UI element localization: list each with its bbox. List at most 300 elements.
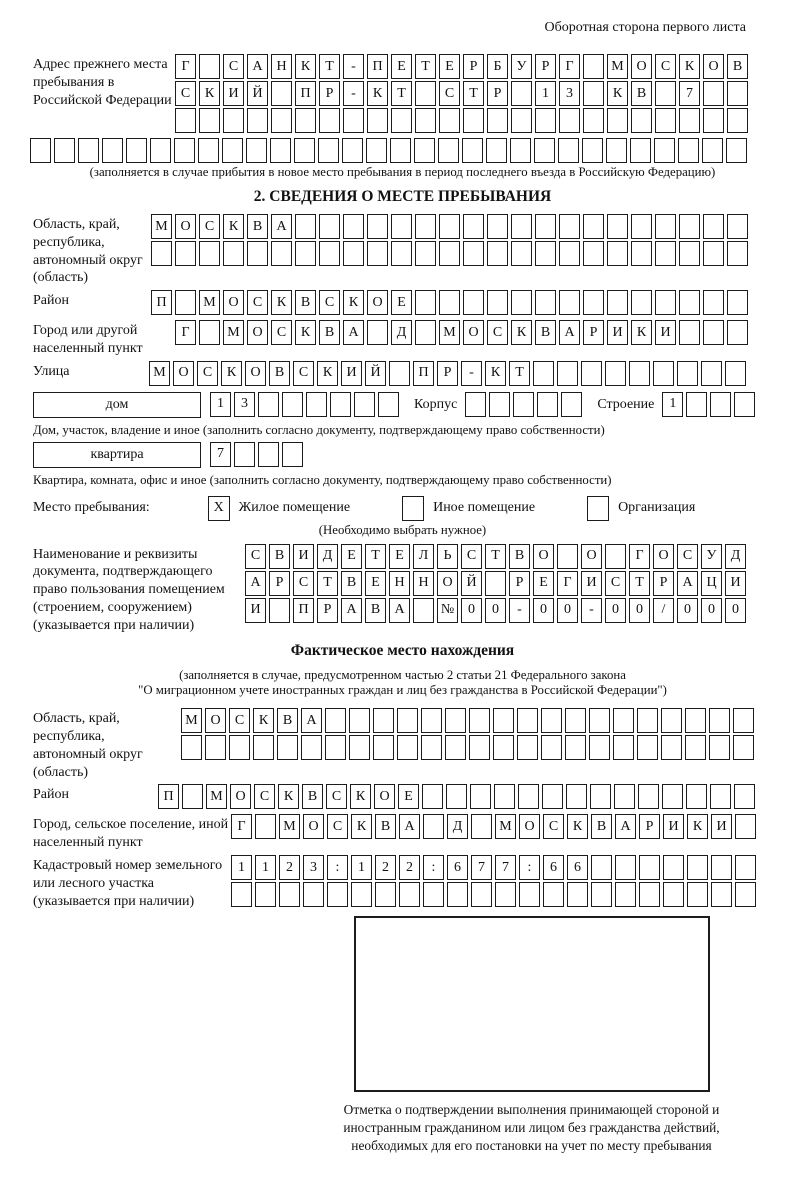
doc-block xyxy=(33,544,772,635)
oblast2-row-1 xyxy=(151,214,751,239)
char-cell: А xyxy=(677,571,698,596)
char-cell: В xyxy=(341,571,362,596)
char-cell xyxy=(318,138,339,163)
char-cell xyxy=(631,214,652,239)
char-cell xyxy=(638,784,659,809)
char-cell: В xyxy=(591,814,612,839)
char-cell xyxy=(615,855,636,880)
char-cell xyxy=(590,784,611,809)
char-cell: С xyxy=(175,81,196,106)
gorod2-label: Город или другой населенный пункт xyxy=(33,323,143,356)
char-cell: В xyxy=(375,814,396,839)
char-cell xyxy=(493,708,514,733)
kvartira-box: квартира xyxy=(33,442,201,468)
char-cell xyxy=(487,290,508,315)
char-cell xyxy=(511,108,532,133)
char-cell: О xyxy=(374,784,395,809)
char-cell xyxy=(470,784,491,809)
char-cell: И xyxy=(725,571,746,596)
char-cell xyxy=(415,108,436,133)
raion3-block xyxy=(33,784,772,811)
checkbox-inoe xyxy=(402,496,424,521)
char-cell xyxy=(679,320,700,345)
ulitsa-row xyxy=(149,361,749,386)
char-cell: 6 xyxy=(543,855,564,880)
char-cell xyxy=(559,214,580,239)
char-cell: С xyxy=(327,814,348,839)
char-cell: Й xyxy=(247,81,268,106)
char-cell xyxy=(181,735,202,760)
char-cell: С xyxy=(229,708,250,733)
char-cell: С xyxy=(247,290,268,315)
char-cell: В xyxy=(269,544,290,569)
char-cell xyxy=(487,108,508,133)
char-cell: О xyxy=(247,320,268,345)
char-cell xyxy=(703,108,724,133)
char-cell xyxy=(535,108,556,133)
char-cell xyxy=(535,214,556,239)
char-cell xyxy=(422,784,443,809)
oblast3-grid xyxy=(181,708,757,762)
char-cell xyxy=(517,735,538,760)
char-cell: Т xyxy=(509,361,530,386)
mesto-label: Место пребывания: xyxy=(33,500,150,516)
char-cell xyxy=(366,138,387,163)
char-cell: Е xyxy=(391,290,412,315)
char-cell xyxy=(653,361,674,386)
oblast3-label: Область, край, республика, автономный округ (область) xyxy=(33,711,143,780)
char-cell xyxy=(686,784,707,809)
char-cell: 7 xyxy=(471,855,492,880)
char-cell xyxy=(679,108,700,133)
char-cell xyxy=(605,544,626,569)
char-cell: Д xyxy=(317,544,338,569)
char-cell xyxy=(319,241,340,266)
char-cell xyxy=(373,735,394,760)
char-cell: А xyxy=(389,598,410,623)
char-cell: - xyxy=(581,598,602,623)
char-cell xyxy=(439,214,460,239)
oblast3-row-1 xyxy=(181,708,757,733)
char-cell: К xyxy=(567,814,588,839)
char-cell: Т xyxy=(415,54,436,79)
char-cell: В xyxy=(247,214,268,239)
char-cell xyxy=(463,290,484,315)
char-cell xyxy=(655,214,676,239)
char-cell xyxy=(102,138,123,163)
char-cell xyxy=(727,81,748,106)
char-cell xyxy=(255,882,276,907)
char-cell: 0 xyxy=(461,598,482,623)
char-cell: С xyxy=(326,784,347,809)
char-cell: 0 xyxy=(701,598,722,623)
mesto-row xyxy=(33,496,772,521)
char-cell: Е xyxy=(398,784,419,809)
char-cell xyxy=(199,241,220,266)
char-cell xyxy=(397,735,418,760)
gorod3-row xyxy=(231,814,759,839)
char-cell xyxy=(438,138,459,163)
char-cell: Р xyxy=(509,571,530,596)
char-cell xyxy=(567,882,588,907)
char-cell: Г xyxy=(559,54,580,79)
char-cell: Е xyxy=(533,571,554,596)
char-cell xyxy=(445,708,466,733)
char-cell: 0 xyxy=(725,598,746,623)
char-cell xyxy=(229,735,250,760)
dom-cells xyxy=(210,392,402,417)
char-cell: П xyxy=(151,290,172,315)
char-cell: Е xyxy=(389,544,410,569)
char-cell: Г xyxy=(629,544,650,569)
checkbox-organizatsiya xyxy=(587,496,609,521)
char-cell xyxy=(655,108,676,133)
char-cell: К xyxy=(295,320,316,345)
char-cell: Г xyxy=(175,54,196,79)
oblast2-row-2 xyxy=(151,241,751,266)
char-cell xyxy=(30,138,51,163)
char-cell: К xyxy=(343,290,364,315)
char-cell: А xyxy=(399,814,420,839)
char-cell xyxy=(367,214,388,239)
char-cell xyxy=(126,138,147,163)
char-cell: 7 xyxy=(679,81,700,106)
char-cell xyxy=(271,241,292,266)
char-cell: О xyxy=(303,814,324,839)
char-cell xyxy=(605,361,626,386)
char-cell xyxy=(631,241,652,266)
char-cell: Г xyxy=(175,320,196,345)
prev-address-row-4 xyxy=(30,138,772,163)
char-cell xyxy=(613,708,634,733)
char-cell: Р xyxy=(463,54,484,79)
char-cell xyxy=(543,882,564,907)
char-cell xyxy=(703,241,724,266)
char-cell xyxy=(583,290,604,315)
char-cell xyxy=(591,882,612,907)
char-cell xyxy=(655,81,676,106)
char-cell: А xyxy=(341,598,362,623)
char-cell: И xyxy=(711,814,732,839)
char-cell: П xyxy=(158,784,179,809)
char-cell xyxy=(447,882,468,907)
char-cell: Б xyxy=(487,54,508,79)
char-cell xyxy=(607,241,628,266)
char-cell xyxy=(727,290,748,315)
char-cell xyxy=(711,882,732,907)
char-cell: Т xyxy=(485,544,506,569)
char-cell: О xyxy=(533,544,554,569)
char-cell xyxy=(734,392,755,417)
char-cell xyxy=(727,320,748,345)
char-cell xyxy=(367,320,388,345)
char-cell: С xyxy=(271,320,292,345)
char-cell: О xyxy=(245,361,266,386)
char-cell: 0 xyxy=(557,598,578,623)
char-cell: М xyxy=(151,214,172,239)
char-cell xyxy=(414,138,435,163)
char-cell: А xyxy=(559,320,580,345)
char-cell xyxy=(637,708,658,733)
char-cell: 6 xyxy=(447,855,468,880)
ulitsa-label: Улица xyxy=(33,363,70,379)
char-cell: О xyxy=(463,320,484,345)
char-cell xyxy=(306,392,327,417)
char-cell xyxy=(391,214,412,239)
char-cell xyxy=(54,138,75,163)
char-cell: 3 xyxy=(559,81,580,106)
char-cell: М xyxy=(223,320,244,345)
char-cell xyxy=(231,882,252,907)
char-cell xyxy=(710,784,731,809)
char-cell xyxy=(702,138,723,163)
char-cell: О xyxy=(175,214,196,239)
char-cell: 7 xyxy=(210,442,231,467)
char-cell: 1 xyxy=(351,855,372,880)
char-cell: 1 xyxy=(535,81,556,106)
char-cell xyxy=(557,544,578,569)
char-cell xyxy=(413,598,434,623)
char-cell xyxy=(663,855,684,880)
char-cell: О xyxy=(437,571,458,596)
prev-address-label: Адрес прежнего места пребывания в Российской Федерации xyxy=(33,57,172,108)
char-cell: К xyxy=(271,290,292,315)
char-cell xyxy=(175,241,196,266)
dom-note: Дом, участок, владение и иное (заполнить согласно документу, подтверждающему право собственности) xyxy=(33,422,605,437)
char-cell xyxy=(301,735,322,760)
char-cell: 3 xyxy=(234,392,255,417)
char-cell xyxy=(253,735,274,760)
doc-row-3 xyxy=(245,598,749,623)
char-cell xyxy=(541,735,562,760)
char-cell xyxy=(537,392,558,417)
char-cell xyxy=(463,241,484,266)
char-cell: Н xyxy=(413,571,434,596)
char-cell: А xyxy=(343,320,364,345)
prev-address-row-1 xyxy=(175,54,751,79)
char-cell xyxy=(607,290,628,315)
dom-box: дом xyxy=(33,392,201,418)
char-cell xyxy=(325,735,346,760)
char-cell: Й xyxy=(461,571,482,596)
char-cell xyxy=(415,290,436,315)
prev-address-row-2 xyxy=(175,81,751,106)
char-cell: Р xyxy=(535,54,556,79)
char-cell: И xyxy=(245,598,266,623)
char-cell: 2 xyxy=(279,855,300,880)
kadastr-row-1 xyxy=(231,855,759,880)
char-cell xyxy=(247,241,268,266)
char-cell xyxy=(247,108,268,133)
char-cell: О xyxy=(653,544,674,569)
char-cell: К xyxy=(607,81,628,106)
char-cell: М xyxy=(495,814,516,839)
char-cell xyxy=(559,290,580,315)
char-cell xyxy=(679,241,700,266)
char-cell xyxy=(661,708,682,733)
char-cell xyxy=(486,138,507,163)
char-cell xyxy=(518,784,539,809)
char-cell: В xyxy=(295,290,316,315)
char-cell xyxy=(295,214,316,239)
char-cell: К xyxy=(485,361,506,386)
char-cell xyxy=(511,81,532,106)
oblast3-row-2 xyxy=(181,735,757,760)
char-cell: 6 xyxy=(567,855,588,880)
char-cell: Е xyxy=(391,54,412,79)
option-organizatsiya-label: Организация xyxy=(618,500,696,516)
option-zhiloe-label: Жилое помещение xyxy=(238,500,351,516)
char-cell xyxy=(375,882,396,907)
char-cell xyxy=(687,882,708,907)
char-cell: Т xyxy=(319,54,340,79)
char-cell: С xyxy=(655,54,676,79)
char-cell: Т xyxy=(317,571,338,596)
stamp-caption: Отметка о подтверждении выполнения принимающей стороной и иностранным гражданином или лицом без гражданства действий, необходимых для его постановки на учет по месту пребывания xyxy=(343,1102,720,1153)
char-cell xyxy=(282,442,303,467)
char-cell xyxy=(513,392,534,417)
char-cell xyxy=(685,708,706,733)
char-cell xyxy=(607,108,628,133)
char-cell xyxy=(517,708,538,733)
char-cell xyxy=(703,290,724,315)
char-cell xyxy=(325,708,346,733)
char-cell: М xyxy=(181,708,202,733)
char-cell xyxy=(205,735,226,760)
char-cell xyxy=(469,735,490,760)
char-cell: Н xyxy=(389,571,410,596)
char-cell xyxy=(589,708,610,733)
char-cell: 2 xyxy=(399,855,420,880)
char-cell: П xyxy=(293,598,314,623)
prev-address-note: (заполняется в случае прибытия в новое место пребывания в период последнего въезда в Российскую Федерацию) xyxy=(89,165,716,179)
char-cell: - xyxy=(509,598,530,623)
char-cell xyxy=(465,392,486,417)
char-cell: А xyxy=(247,54,268,79)
char-cell xyxy=(677,361,698,386)
char-cell: Р xyxy=(437,361,458,386)
char-cell xyxy=(330,392,351,417)
gorod3-label: Город, сельское поселение, иной населенный пункт xyxy=(33,817,229,851)
char-cell xyxy=(469,708,490,733)
char-cell: К xyxy=(679,54,700,79)
char-cell xyxy=(445,735,466,760)
doc-label: Наименование и реквизиты документа, подтверждающего право пользования помещением (строением, сооружением) (указывается при наличии) xyxy=(33,546,225,633)
char-cell: А xyxy=(615,814,636,839)
char-cell: К xyxy=(295,54,316,79)
char-cell: А xyxy=(245,571,266,596)
korpus-label: Корпус xyxy=(414,397,458,413)
char-cell xyxy=(629,361,650,386)
char-cell xyxy=(589,735,610,760)
char-cell xyxy=(685,735,706,760)
char-cell: П xyxy=(413,361,434,386)
char-cell: И xyxy=(223,81,244,106)
char-cell xyxy=(581,361,602,386)
gorod2-block xyxy=(33,320,772,358)
char-cell xyxy=(223,108,244,133)
char-cell xyxy=(487,241,508,266)
char-cell: С xyxy=(254,784,275,809)
char-cell: И xyxy=(293,544,314,569)
raion3-row xyxy=(158,784,758,809)
kvartira-note: Квартира, комната, офис и иное (заполнить согласно документу, подтверждающему право собственности) xyxy=(33,472,612,487)
char-cell xyxy=(327,882,348,907)
char-cell xyxy=(735,882,756,907)
kvartira-row xyxy=(33,442,772,469)
char-cell: К xyxy=(687,814,708,839)
char-cell xyxy=(199,54,220,79)
char-cell xyxy=(423,882,444,907)
oblast3-block xyxy=(33,708,772,781)
char-cell xyxy=(733,735,754,760)
char-cell: Р xyxy=(653,571,674,596)
char-cell xyxy=(246,138,267,163)
char-cell: К xyxy=(199,81,220,106)
char-cell xyxy=(591,855,612,880)
char-cell xyxy=(710,392,731,417)
char-cell xyxy=(661,735,682,760)
char-cell xyxy=(294,138,315,163)
char-cell: Т xyxy=(365,544,386,569)
char-cell xyxy=(295,241,316,266)
char-cell xyxy=(613,735,634,760)
kadastr-block xyxy=(33,855,772,910)
char-cell xyxy=(282,392,303,417)
char-cell: С xyxy=(293,361,314,386)
char-cell xyxy=(582,138,603,163)
mesto-note: (Необходимо выбрать нужное) xyxy=(318,522,487,537)
char-cell xyxy=(199,108,220,133)
char-cell: 0 xyxy=(629,598,650,623)
char-cell: К xyxy=(253,708,274,733)
char-cell: И xyxy=(663,814,684,839)
char-cell: Г xyxy=(557,571,578,596)
oblast2-label: Область, край, республика, автономный округ (область) xyxy=(33,217,143,286)
char-cell: 0 xyxy=(677,598,698,623)
raion2-row xyxy=(151,290,751,315)
char-cell: С xyxy=(487,320,508,345)
checkbox-zhiloe: X xyxy=(208,496,230,521)
char-cell xyxy=(351,882,372,907)
char-cell xyxy=(687,855,708,880)
char-cell xyxy=(151,241,172,266)
char-cell xyxy=(439,241,460,266)
char-cell: В xyxy=(319,320,340,345)
char-cell: 0 xyxy=(485,598,506,623)
char-cell: 3 xyxy=(303,855,324,880)
char-cell: В xyxy=(302,784,323,809)
char-cell: Д xyxy=(391,320,412,345)
char-cell: - xyxy=(343,81,364,106)
char-cell xyxy=(725,361,746,386)
gorod2-row xyxy=(175,320,751,345)
fact-title: Фактическое место нахождения xyxy=(290,642,515,660)
char-cell xyxy=(639,855,660,880)
char-cell xyxy=(277,735,298,760)
doc-grid xyxy=(245,544,749,625)
char-cell xyxy=(391,241,412,266)
char-cell xyxy=(489,392,510,417)
char-cell xyxy=(271,81,292,106)
char-cell: Д xyxy=(447,814,468,839)
char-cell: С xyxy=(245,544,266,569)
char-cell xyxy=(495,882,516,907)
char-cell xyxy=(727,214,748,239)
char-cell: С xyxy=(199,214,220,239)
kvartira-cells xyxy=(210,442,306,467)
char-cell: : xyxy=(327,855,348,880)
